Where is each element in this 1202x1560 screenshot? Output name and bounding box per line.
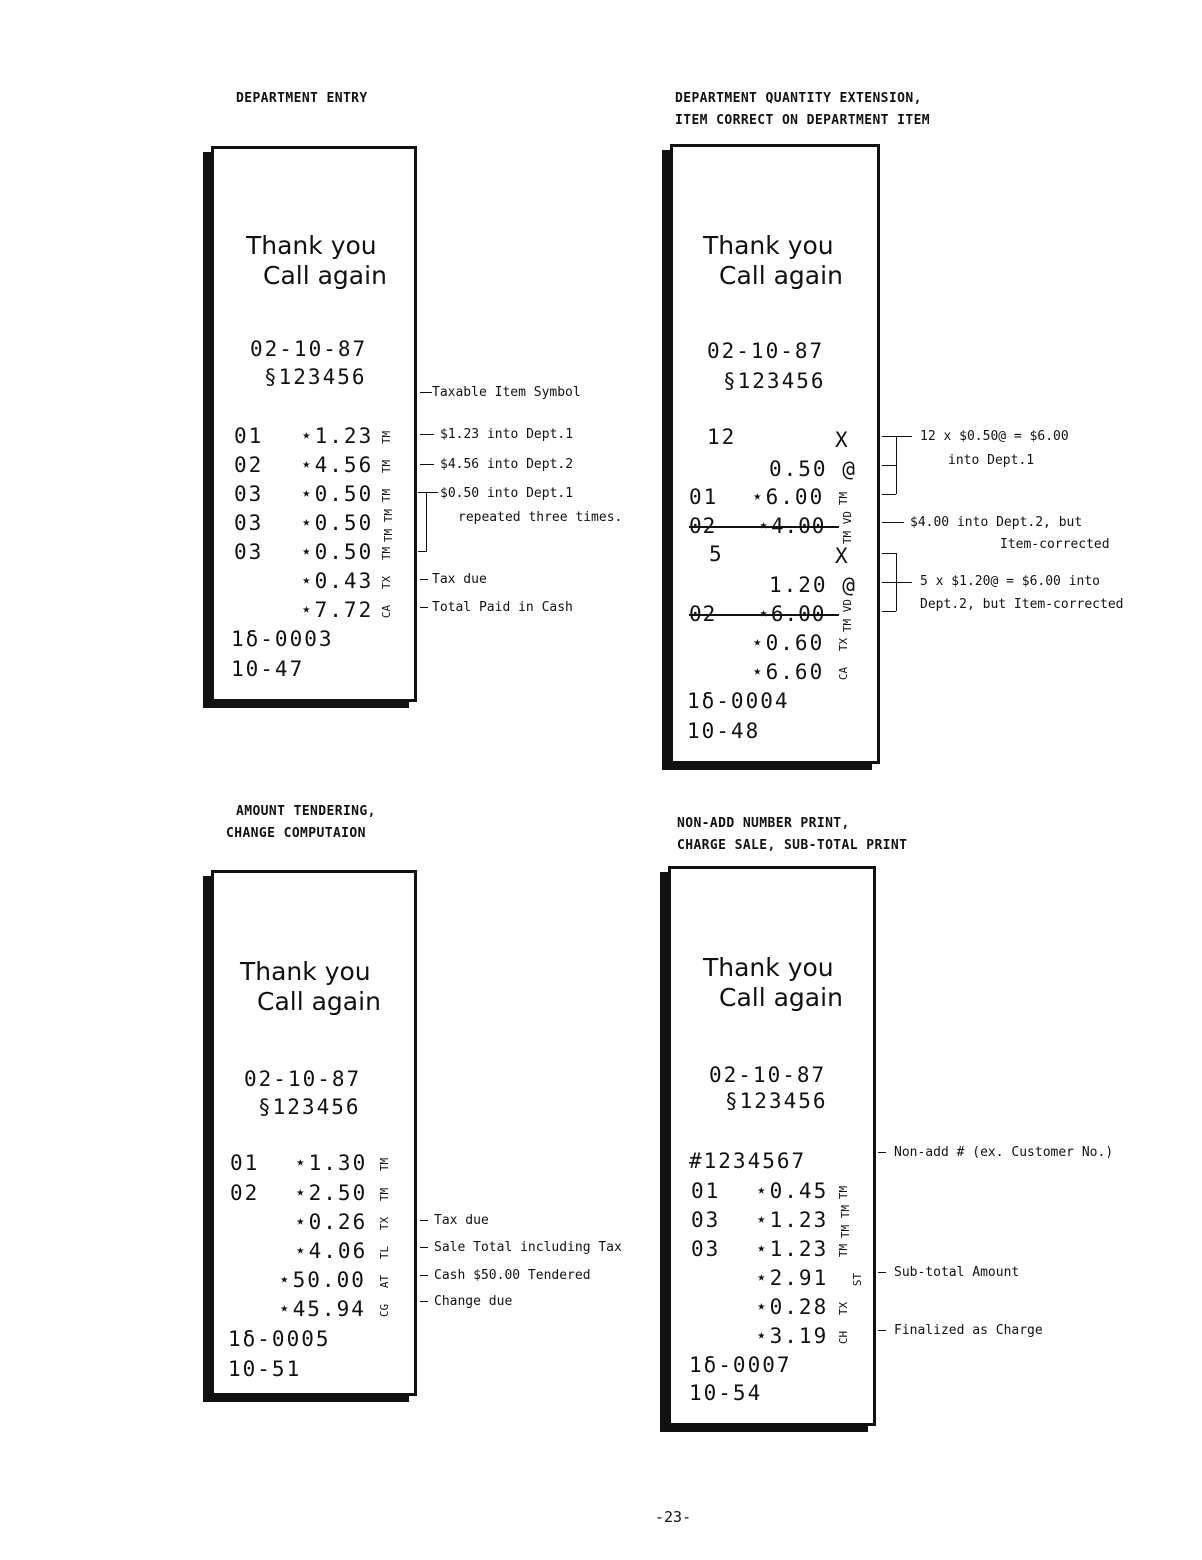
receipt-register-no: §123456 — [725, 1089, 828, 1113]
page-number: -23- — [655, 1508, 692, 1526]
receipt-line-amount: ⋆7.72 — [300, 598, 374, 622]
section-heading-dept-entry: DEPARTMENT ENTRY — [236, 91, 368, 106]
receipt-line-amount: ⋆0.43 — [300, 569, 374, 593]
receipt-line-code: ST — [851, 1272, 865, 1287]
receipt-line-corrected: 02---⋆4.00- — [689, 514, 840, 538]
receipt-line-corrected: 02---⋆6.00- — [689, 602, 840, 626]
receipt-line-amount: ⋆0.50 — [300, 511, 374, 535]
leader-line — [882, 522, 904, 523]
thank-you-text: Thank you — [246, 231, 377, 260]
receipt-line-dept: 03 — [234, 482, 264, 506]
receipt-line-code: TM — [837, 1185, 851, 1200]
receipt-line-amount: ⋆3.19 — [755, 1324, 829, 1348]
receipt-line-code: TM VD — [841, 598, 855, 633]
annotation: 5 x $1.20@ = $6.00 into — [920, 574, 1101, 589]
receipt-line-code: TM — [837, 1243, 851, 1258]
receipt-line-amount: ⋆0.50 — [300, 540, 374, 564]
receipt-line-code: CA — [837, 666, 851, 681]
receipt-line-dept: 02 — [230, 1181, 260, 1205]
receipt-line-amount: ⋆45.94 — [278, 1297, 366, 1321]
annotation: Item-corrected — [1000, 537, 1110, 552]
receipt-line-qty: 12 — [707, 425, 737, 449]
leader-line — [420, 392, 432, 393]
receipt-date: 02-10-87 — [244, 1067, 362, 1091]
receipt-line-amount: ⋆50.00 — [278, 1268, 366, 1292]
leader-line — [878, 1330, 886, 1331]
bracket — [896, 436, 897, 494]
receipt-line-amount: ⋆0.28 — [755, 1295, 829, 1319]
receipt-line-code: CA — [380, 604, 394, 619]
receipt-consec-no: 1δ-0005 — [228, 1327, 331, 1351]
receipt-line-dept: 03 — [234, 511, 264, 535]
section-heading-dept-qty: DEPARTMENT QUANTITY EXTENSION, ITEM CORRECT ON DEPARTMENT ITEM — [675, 91, 931, 128]
receipt-line-code: TM — [378, 1157, 392, 1172]
receipt-line-code: TM — [378, 1187, 392, 1202]
annotation: Tax due — [434, 1213, 489, 1228]
receipt-line-code: TM VD — [841, 510, 855, 545]
receipt-line-code: TM — [380, 430, 394, 445]
receipt-line-dept: 01 — [230, 1151, 260, 1175]
receipt-time: 10-47 — [231, 657, 305, 681]
receipt-line-dept: 03 — [691, 1237, 721, 1261]
annotation: Sub-total Amount — [894, 1265, 1020, 1280]
annotation: Total Paid in Cash — [432, 600, 573, 615]
annotation: Finalized as Charge — [894, 1323, 1043, 1338]
receipt-time: 10-51 — [228, 1357, 302, 1381]
annotation: Cash $50.00 Tendered — [434, 1268, 591, 1283]
call-again-text: Call again — [263, 261, 387, 290]
receipt-line-dept: 03 — [234, 540, 264, 564]
annotation: Sale Total including Tax — [434, 1240, 622, 1255]
leader-line — [878, 1152, 886, 1153]
receipt-dept-qty — [670, 144, 880, 764]
receipt-consec-no: 1δ-0007 — [689, 1353, 792, 1377]
call-again-text: Call again — [257, 987, 381, 1016]
receipt-line-unit-price: 1.20 @ — [769, 573, 857, 597]
receipt-line-amount: ⋆1.23 — [755, 1208, 829, 1232]
call-again-text: Call again — [719, 261, 843, 290]
receipt-line-dept: 01 — [689, 485, 719, 509]
receipt-line-code: TM — [380, 546, 394, 561]
receipt-line-dept: 01 — [234, 424, 264, 448]
annotation: $0.50 into Dept.1 — [440, 486, 574, 501]
leader-line — [420, 607, 428, 608]
receipt-line-code: TX — [837, 637, 851, 652]
receipt-line-amount: ⋆0.50 — [300, 482, 374, 506]
leader-line — [420, 434, 434, 435]
receipt-line-amount: ⋆6.60 — [751, 660, 825, 684]
receipt-non-add-number: #1234567 — [689, 1149, 807, 1173]
receipt-line-amount: ⋆0.26 — [294, 1210, 368, 1234]
receipt-register-no: §123456 — [258, 1095, 361, 1119]
annotation: Tax due — [432, 572, 487, 587]
receipt-line-dept: 02 — [234, 453, 264, 477]
receipt-date: 02-10-87 — [250, 337, 368, 361]
bracket — [426, 492, 427, 552]
annotation: $1.23 into Dept.1 — [440, 427, 574, 442]
annotation: Taxable Item Symbol — [432, 385, 581, 400]
leader-line — [882, 436, 912, 437]
thank-you-text: Thank you — [703, 953, 834, 982]
leader-line — [882, 611, 896, 612]
section-heading-non-add: NON-ADD NUMBER PRINT, CHARGE SALE, SUB-TOTAL PRINT — [677, 816, 908, 853]
receipt-line-amount: ⋆1.23 — [300, 424, 374, 448]
receipt-non-add — [668, 866, 876, 1426]
receipt-line-amount: ⋆4.06 — [294, 1239, 368, 1263]
leader-line — [882, 553, 896, 554]
receipt-line-code: AT — [378, 1274, 392, 1289]
receipt-register-no: §123456 — [264, 365, 367, 389]
receipt-line-amount: ⋆2.91 — [755, 1266, 829, 1290]
receipt-line-x: X — [835, 544, 850, 568]
receipt-line-code: TM — [380, 488, 394, 503]
annotation: Non-add # (ex. Customer No.) — [894, 1145, 1114, 1160]
receipt-register-no: §123456 — [723, 369, 826, 393]
receipt-line-code: CH — [837, 1330, 851, 1345]
leader-line — [418, 492, 438, 493]
receipt-line-amount: ⋆0.45 — [755, 1179, 829, 1203]
receipt-line-dept: 03 — [691, 1208, 721, 1232]
leader-line — [882, 465, 896, 466]
receipt-line-code: TM — [837, 491, 851, 506]
receipt-consec-no: 1δ-0004 — [687, 689, 790, 713]
leader-line — [882, 582, 912, 583]
receipt-line-amount: ⋆1.30 — [294, 1151, 368, 1175]
receipt-dept-entry — [211, 146, 417, 702]
receipt-line-qty: 5 — [709, 542, 724, 566]
thank-you-text: Thank you — [703, 231, 834, 260]
receipt-date: 02-10-87 — [709, 1063, 827, 1087]
leader-line — [420, 1247, 428, 1248]
receipt-line-code: TM TM — [839, 1204, 853, 1239]
leader-line — [420, 1301, 428, 1302]
receipt-line-amount: ⋆2.50 — [294, 1181, 368, 1205]
receipt-line-code: TM TM — [382, 508, 396, 543]
receipt-line-amount: ⋆0.60 — [751, 631, 825, 655]
leader-line — [882, 494, 896, 495]
leader-line — [878, 1272, 886, 1273]
receipt-line-code: TX — [837, 1301, 851, 1316]
annotation: repeated three times. — [458, 510, 623, 525]
annotation: 12 x $0.50@ = $6.00 — [920, 429, 1069, 444]
annotation: $4.56 into Dept.2 — [440, 457, 574, 472]
leader-line — [420, 464, 434, 465]
receipt-line-code: CG — [378, 1303, 392, 1318]
receipt-line-code: TX — [378, 1216, 392, 1231]
annotation: Dept.2, but Item-corrected — [920, 597, 1124, 612]
leader-line — [420, 579, 428, 580]
receipt-consec-no: 1δ-0003 — [231, 627, 334, 651]
receipt-amount-tender — [211, 870, 417, 1396]
receipt-line-unit-price: 0.50 @ — [769, 457, 857, 481]
receipt-line-dept: 01 — [691, 1179, 721, 1203]
receipt-line-code: TX — [380, 575, 394, 590]
receipt-time: 10-48 — [687, 719, 761, 743]
thank-you-text: Thank you — [240, 957, 371, 986]
receipt-line-code: TL — [378, 1245, 392, 1260]
annotation: into Dept.1 — [948, 453, 1035, 468]
receipt-line-amount: ⋆1.23 — [755, 1237, 829, 1261]
receipt-time: 10-54 — [689, 1381, 763, 1405]
receipt-date: 02-10-87 — [707, 339, 825, 363]
leader-line — [420, 1220, 428, 1221]
receipt-line-amount: ⋆4.56 — [300, 453, 374, 477]
leader-line — [420, 1275, 428, 1276]
annotation: Change due — [434, 1294, 513, 1309]
section-heading-amount-tender: AMOUNT TENDERING, CHANGE COMPUTAION — [226, 804, 376, 841]
receipt-line-x: X — [835, 428, 850, 452]
call-again-text: Call again — [719, 983, 843, 1012]
annotation: $4.00 into Dept.2, but — [910, 515, 1083, 530]
receipt-line-code: TM — [380, 459, 394, 474]
receipt-line-amount: ⋆6.00 — [751, 485, 825, 509]
leader-line — [418, 551, 427, 552]
